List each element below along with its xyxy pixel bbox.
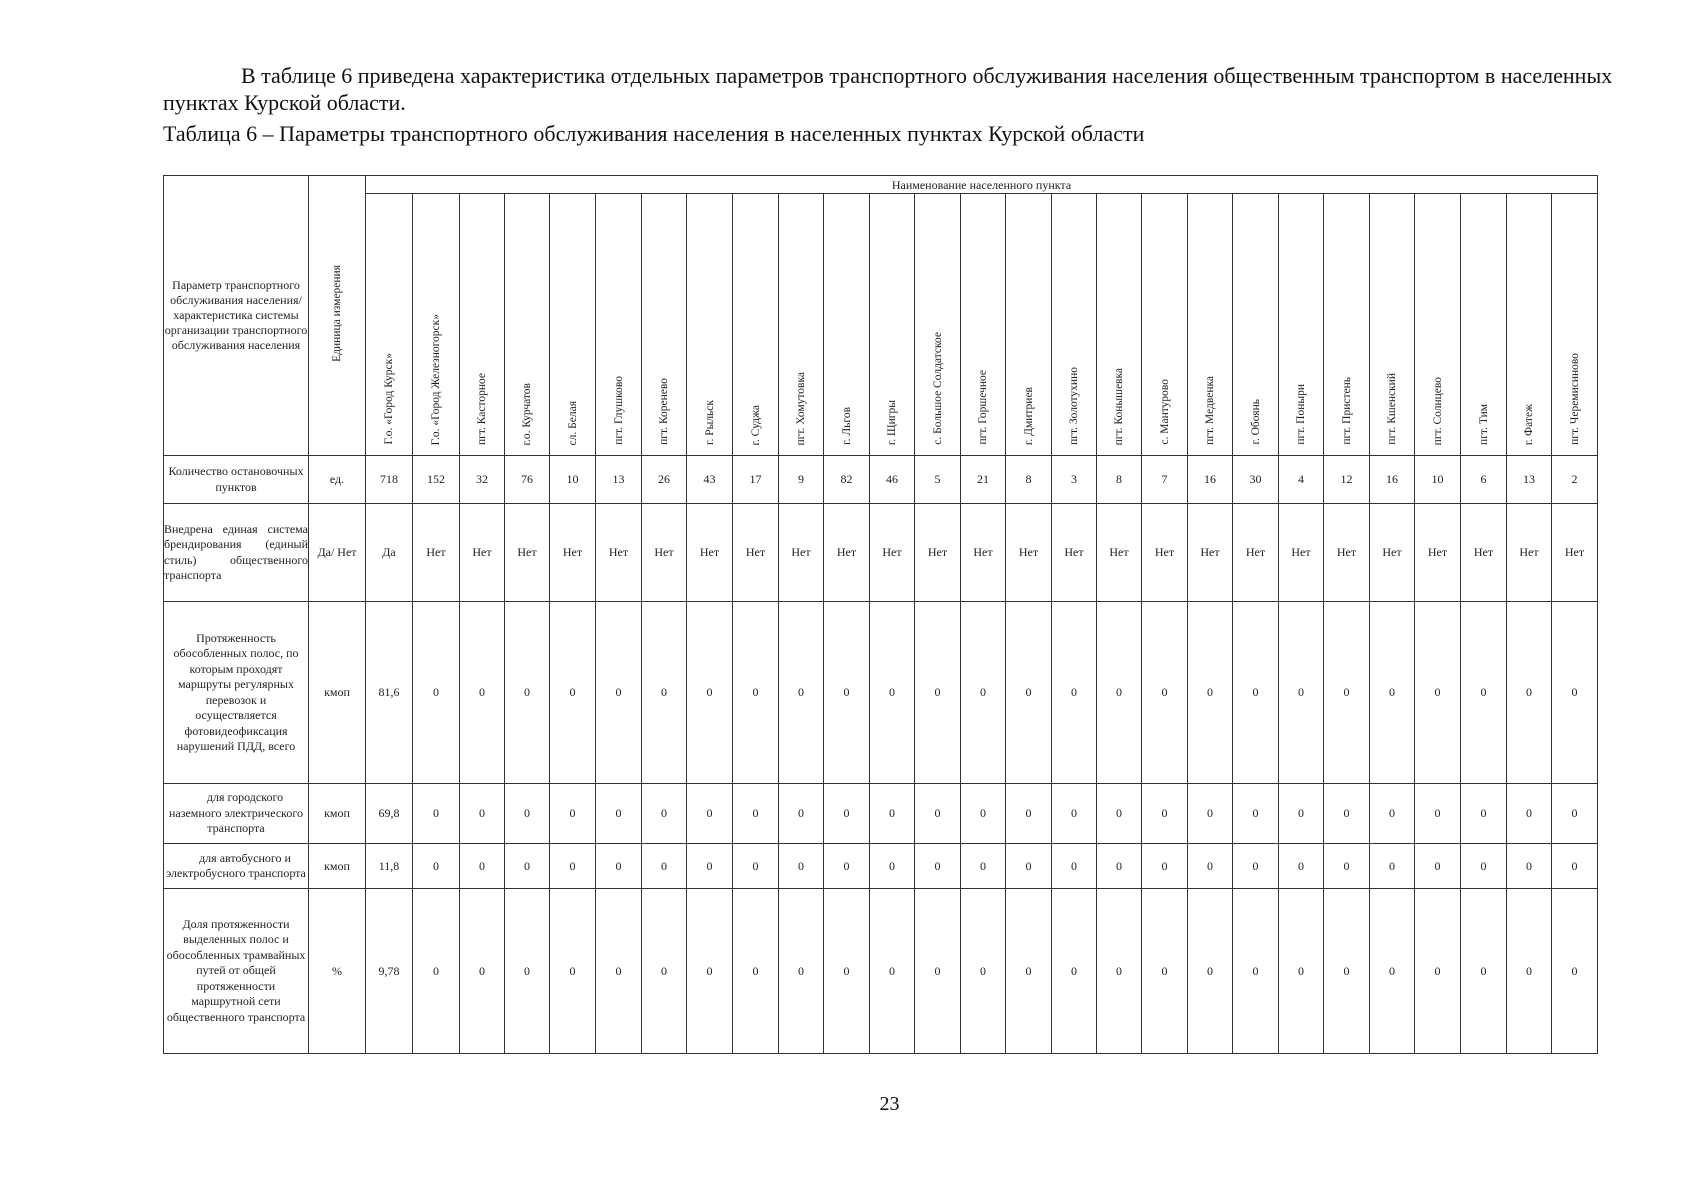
value-cell: Нет — [961, 504, 1006, 602]
value-cell: Нет — [1052, 504, 1097, 602]
value-cell: 0 — [413, 844, 460, 889]
value-cell: 0 — [642, 784, 687, 844]
value-cell: 0 — [1324, 889, 1370, 1054]
value-cell: 0 — [460, 889, 505, 1054]
unit-column-header — [309, 176, 366, 456]
table-row — [164, 844, 1598, 889]
locality-header — [596, 194, 642, 456]
value-cell: 0 — [505, 844, 550, 889]
value-cell: 0 — [1324, 844, 1370, 889]
value-cell: 0 — [1279, 889, 1324, 1054]
value-cell: 30 — [1233, 456, 1279, 504]
value-cell: 0 — [915, 784, 961, 844]
value-cell: 6 — [1461, 456, 1507, 504]
value-cell: 0 — [1052, 784, 1097, 844]
value-cell: Нет — [824, 504, 870, 602]
value-cell: 0 — [779, 784, 824, 844]
table-container — [163, 175, 1598, 1054]
value-cell: 0 — [1461, 889, 1507, 1054]
value-cell: 0 — [1279, 784, 1324, 844]
value-cell: 0 — [1188, 844, 1233, 889]
value-cell: 0 — [1233, 844, 1279, 889]
value-cell: 0 — [1415, 889, 1461, 1054]
value-cell: 0 — [1188, 784, 1233, 844]
parameter-label: Доля протяженности выделенных полос и обособленных трамвайных путей от общей протяженности маршрутной сети общественного транспорта — [164, 889, 309, 1054]
locality-name: пгт. Черемисиново — [1568, 353, 1581, 445]
value-cell: 10 — [1415, 456, 1461, 504]
parameter-label: для городского наземного электрического транспорта — [164, 784, 309, 844]
value-cell: 0 — [1370, 784, 1415, 844]
value-cell: 0 — [1052, 844, 1097, 889]
locality-header — [733, 194, 779, 456]
value-cell: 0 — [870, 889, 915, 1054]
locality-header — [870, 194, 915, 456]
value-cell: 0 — [1370, 844, 1415, 889]
locality-header — [550, 194, 596, 456]
locality-header — [1188, 194, 1233, 456]
value-cell: 0 — [870, 844, 915, 889]
value-cell: 0 — [1370, 602, 1415, 784]
value-cell: Нет — [1188, 504, 1233, 602]
value-cell: 0 — [733, 844, 779, 889]
value-cell: 0 — [1324, 602, 1370, 784]
value-cell: 0 — [870, 784, 915, 844]
unit-header-text: Единица измерения — [331, 265, 343, 362]
value-cell: 0 — [1279, 602, 1324, 784]
value-cell: 82 — [824, 456, 870, 504]
value-cell: 0 — [1415, 844, 1461, 889]
table-caption: Таблица 6 – Параметры транспортного обслуживания населения в населенных пунктах Курской области — [163, 121, 1145, 146]
value-cell: Нет — [1552, 504, 1598, 602]
value-cell: 0 — [1097, 602, 1142, 784]
value-cell: Нет — [550, 504, 596, 602]
value-cell: 0 — [687, 784, 733, 844]
locality-header — [1324, 194, 1370, 456]
value-cell: Нет — [460, 504, 505, 602]
locality-name: г. Фатеж — [1523, 403, 1535, 445]
value-cell: 0 — [961, 602, 1006, 784]
locality-name: г. Щигры — [886, 399, 898, 445]
value-cell: 0 — [687, 844, 733, 889]
locality-header — [1461, 194, 1507, 456]
value-cell: 0 — [824, 784, 870, 844]
value-cell: 0 — [1507, 844, 1552, 889]
locality-name: с. Большое Солдатское — [931, 332, 944, 445]
value-cell: 0 — [1052, 889, 1097, 1054]
value-cell: 0 — [460, 844, 505, 889]
locality-header — [505, 194, 550, 456]
value-cell: 69,8 — [366, 784, 413, 844]
value-cell: 0 — [1415, 784, 1461, 844]
value-cell: Нет — [596, 504, 642, 602]
locality-name: пгт. Глушково — [612, 376, 625, 445]
table-row — [164, 456, 1598, 504]
value-cell: 0 — [1279, 844, 1324, 889]
locality-name: пгт. Пристень — [1340, 377, 1353, 445]
unit-cell: ед. — [309, 456, 366, 504]
value-cell: 718 — [366, 456, 413, 504]
value-cell: 0 — [550, 602, 596, 784]
locality-name: г. Обоянь — [1249, 399, 1262, 445]
value-cell: Нет — [1233, 504, 1279, 602]
value-cell: Нет — [505, 504, 550, 602]
value-cell: Нет — [1006, 504, 1052, 602]
value-cell: 76 — [505, 456, 550, 504]
unit-cell: кмоп — [309, 784, 366, 844]
value-cell: 8 — [1006, 456, 1052, 504]
value-cell: Нет — [1507, 504, 1552, 602]
value-cell: 0 — [870, 602, 915, 784]
value-cell: 0 — [460, 602, 505, 784]
value-cell: 12 — [1324, 456, 1370, 504]
value-cell: Да — [366, 504, 413, 602]
value-cell: 0 — [505, 889, 550, 1054]
locality-name: пгт. Коренево — [658, 378, 670, 445]
table-row — [164, 889, 1598, 1054]
value-cell: 10 — [550, 456, 596, 504]
value-cell: Нет — [1142, 504, 1188, 602]
locality-header — [1415, 194, 1461, 456]
value-cell: 0 — [413, 602, 460, 784]
value-cell: 0 — [550, 889, 596, 1054]
locality-name: пгт. Касторное — [476, 372, 488, 445]
intro-paragraph: В таблице 6 приведена характеристика отдельных параметров транспортного обслуживания населения общественным транспортом в населенных пунктах Курской области. — [163, 63, 1613, 115]
value-cell: 26 — [642, 456, 687, 504]
value-cell: 5 — [915, 456, 961, 504]
value-cell: 0 — [1552, 844, 1598, 889]
value-cell: Нет — [1370, 504, 1415, 602]
transport-parameters-table — [163, 175, 1598, 1054]
locality-header — [1507, 194, 1552, 456]
value-cell: 0 — [596, 844, 642, 889]
locality-name: пгт. Хомутовка — [795, 371, 807, 445]
value-cell: 11,8 — [366, 844, 413, 889]
value-cell: 0 — [915, 844, 961, 889]
locality-name: Г.о. «Город Железногорск» — [430, 313, 442, 445]
value-cell: 0 — [1415, 602, 1461, 784]
value-cell: 0 — [687, 889, 733, 1054]
value-cell: 0 — [779, 889, 824, 1054]
value-cell: 0 — [1552, 784, 1598, 844]
value-cell: 0 — [733, 602, 779, 784]
value-cell: Нет — [1324, 504, 1370, 602]
locality-name: пгт. Тим — [1477, 404, 1490, 445]
value-cell: 0 — [596, 602, 642, 784]
locality-name: с. Мантурово — [1158, 379, 1171, 445]
locality-header — [1370, 194, 1415, 456]
value-cell: 0 — [1142, 784, 1188, 844]
value-cell: Нет — [779, 504, 824, 602]
value-cell: 0 — [961, 784, 1006, 844]
locality-name: Г.о. «Город Курск» — [383, 353, 395, 445]
value-cell: 0 — [1507, 889, 1552, 1054]
value-cell: 0 — [915, 602, 961, 784]
unit-cell: кмоп — [309, 844, 366, 889]
value-cell: 0 — [824, 602, 870, 784]
table-row — [164, 784, 1598, 844]
value-cell: 0 — [596, 889, 642, 1054]
locality-header — [779, 194, 824, 456]
value-cell: Нет — [1461, 504, 1507, 602]
value-cell: 0 — [1461, 602, 1507, 784]
locality-name: г.о. Курчатов — [521, 382, 533, 445]
value-cell: 0 — [1233, 602, 1279, 784]
value-cell: 81,6 — [366, 602, 413, 784]
locality-header — [413, 194, 460, 456]
locality-name: пгт. Поныри — [1295, 384, 1307, 445]
locality-name: пгт. Кшенский — [1386, 373, 1398, 445]
value-cell: 0 — [550, 844, 596, 889]
value-cell: 0 — [550, 784, 596, 844]
locality-header — [1052, 194, 1097, 456]
value-cell: Нет — [687, 504, 733, 602]
locality-header — [366, 194, 413, 456]
value-cell: 0 — [1552, 889, 1598, 1054]
locality-header — [1097, 194, 1142, 456]
locality-name: сл. Белая — [566, 400, 579, 445]
value-cell: 152 — [413, 456, 460, 504]
value-cell: 0 — [413, 784, 460, 844]
locality-name: г. Рыльск — [703, 400, 716, 445]
value-cell: 0 — [1507, 784, 1552, 844]
locality-name: пгт. Медвенка — [1204, 376, 1216, 445]
value-cell: 0 — [961, 889, 1006, 1054]
locality-header — [1006, 194, 1052, 456]
value-cell: 0 — [596, 784, 642, 844]
value-cell: Нет — [915, 504, 961, 602]
value-cell: 0 — [1097, 784, 1142, 844]
value-cell: 0 — [642, 844, 687, 889]
value-cell: 0 — [1188, 602, 1233, 784]
value-cell: 0 — [1006, 602, 1052, 784]
value-cell: 32 — [460, 456, 505, 504]
value-cell: 46 — [870, 456, 915, 504]
value-cell: 4 — [1279, 456, 1324, 504]
value-cell: 0 — [505, 602, 550, 784]
page-number: 23 — [879, 1093, 900, 1115]
value-cell: Нет — [733, 504, 779, 602]
value-cell: 0 — [1370, 889, 1415, 1054]
value-cell: 0 — [1324, 784, 1370, 844]
value-cell: 17 — [733, 456, 779, 504]
parameter-label: Внедрена единая система брендирования (единый стиль) общественного транспорта — [164, 504, 309, 602]
value-cell: 0 — [915, 889, 961, 1054]
locality-header — [824, 194, 870, 456]
value-cell: 0 — [1461, 844, 1507, 889]
value-cell: 13 — [1507, 456, 1552, 504]
value-cell: 0 — [687, 602, 733, 784]
value-cell: 0 — [460, 784, 505, 844]
value-cell: 0 — [1006, 844, 1052, 889]
value-cell: 7 — [1142, 456, 1188, 504]
value-cell: 0 — [1188, 889, 1233, 1054]
value-cell: 21 — [961, 456, 1006, 504]
locality-name: г. Льгов — [840, 407, 853, 445]
locality-name: пгт. Конышевка — [1113, 367, 1125, 445]
value-cell: 0 — [1233, 784, 1279, 844]
parameter-label: Протяженность обособленных полос, по которым проходят маршруты регулярных перевозок и осуществляется фотовидеофиксация нарушений ПДД, всего — [164, 602, 309, 784]
value-cell: 0 — [1507, 602, 1552, 784]
value-cell: 0 — [961, 844, 1006, 889]
locality-group-header: Наименование населенного пункта — [366, 176, 1598, 194]
value-cell: 43 — [687, 456, 733, 504]
unit-cell: кмоп — [309, 602, 366, 784]
value-cell: 0 — [1552, 602, 1598, 784]
value-cell: 0 — [1052, 602, 1097, 784]
value-cell: 0 — [1142, 602, 1188, 784]
table-row — [164, 602, 1598, 784]
value-cell: 0 — [779, 602, 824, 784]
value-cell: 16 — [1370, 456, 1415, 504]
value-cell: 3 — [1052, 456, 1097, 504]
value-cell: Нет — [1097, 504, 1142, 602]
value-cell: 8 — [1097, 456, 1142, 504]
value-cell: 0 — [733, 889, 779, 1054]
param-column-header: Параметр транспортного обслуживания населения/ характеристика системы организации транспортного обслуживания населения — [164, 176, 309, 456]
value-cell: 9,78 — [366, 889, 413, 1054]
value-cell: 0 — [505, 784, 550, 844]
value-cell: Нет — [413, 504, 460, 602]
value-cell: 9 — [779, 456, 824, 504]
locality-name: г. Дмитриев — [1022, 386, 1035, 445]
value-cell: 13 — [596, 456, 642, 504]
locality-name: пгт. Солнцево — [1431, 376, 1444, 445]
locality-name: пгт. Горшечное — [977, 370, 989, 445]
parameter-label: Количество остановочных пунктов — [164, 456, 309, 504]
value-cell: 0 — [1142, 889, 1188, 1054]
value-cell: Нет — [1415, 504, 1461, 602]
value-cell: Нет — [1279, 504, 1324, 602]
unit-cell: Да/ Нет — [309, 504, 366, 602]
value-cell: 0 — [642, 602, 687, 784]
value-cell: 0 — [1097, 844, 1142, 889]
value-cell: Нет — [642, 504, 687, 602]
value-cell: 0 — [1142, 844, 1188, 889]
locality-name: г. Суджа — [749, 404, 762, 445]
value-cell: 2 — [1552, 456, 1598, 504]
value-cell: 0 — [642, 889, 687, 1054]
value-cell: 0 — [413, 889, 460, 1054]
locality-header — [915, 194, 961, 456]
value-cell: 0 — [733, 784, 779, 844]
parameter-label: для автобусного и электробусного транспорта — [164, 844, 309, 889]
value-cell: 0 — [1097, 889, 1142, 1054]
value-cell: 16 — [1188, 456, 1233, 504]
value-cell: 0 — [824, 889, 870, 1054]
locality-header — [1233, 194, 1279, 456]
value-cell: 0 — [1006, 784, 1052, 844]
locality-header — [642, 194, 687, 456]
locality-header — [961, 194, 1006, 456]
locality-header — [460, 194, 505, 456]
table-row — [164, 504, 1598, 602]
value-cell: 0 — [1233, 889, 1279, 1054]
value-cell: 0 — [824, 844, 870, 889]
locality-header — [1552, 194, 1598, 456]
value-cell: Нет — [870, 504, 915, 602]
locality-header — [1142, 194, 1188, 456]
value-cell: 0 — [779, 844, 824, 889]
value-cell: 0 — [1006, 889, 1052, 1054]
unit-cell: % — [309, 889, 366, 1054]
locality-header — [687, 194, 733, 456]
locality-name: пгт. Золотухино — [1068, 367, 1080, 445]
locality-header — [1279, 194, 1324, 456]
value-cell: 0 — [1461, 784, 1507, 844]
